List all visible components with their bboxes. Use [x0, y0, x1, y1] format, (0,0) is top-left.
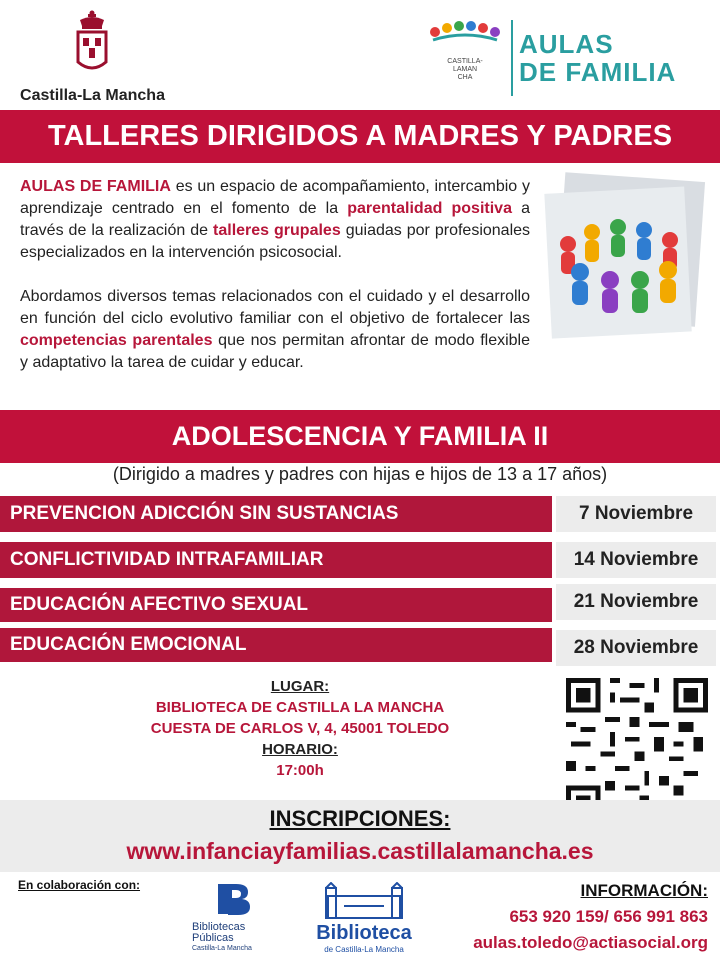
title-band: [0, 110, 720, 163]
cclm-small-text: CASTILLA- LAMAN CHA: [447, 58, 483, 81]
session-date: 7 Noviembre: [556, 496, 716, 532]
aulas-familia-title: AULAS DE FAMILIA: [519, 29, 677, 87]
session-date: 14 Noviembre: [556, 542, 716, 578]
bp-icon: [214, 882, 254, 918]
phones[interactable]: 653 920 159/ 656 991 863: [509, 907, 708, 926]
children-circle-icon: [425, 18, 505, 58]
session-topic: PREVENCION ADICCIÓN SIN SUSTANCIAS: [0, 496, 552, 532]
intro-paragraph-1: AULAS DE FAMILIA es un espacio de acompañamiento, intercambio y aprendizaje centrado en el fomento de la parentalidad positiva a través de la realización de talleres grupales guiadas por profesionales especializados en la intervención psicosocial.: [20, 178, 531, 261]
informacion-block: [430, 878, 708, 956]
session-topic: CONFLICTIVIDAD INTRAFAMILIAR: [0, 542, 552, 578]
page-title: TALLERES DIRIGIDOS A MADRES Y PADRES: [47, 120, 673, 152]
section-band: [0, 410, 720, 463]
session-topic: EDUCACIÓN EMOCIONAL: [0, 628, 552, 662]
aulas-familia-logo: [425, 18, 695, 98]
intro-paragraph-2: Abordamos diversos temas relacionados con el cuidado y el desarrollo en función del ciclo evolutivo familiar con el objetivo de fortalecer las competencias parentales que nos permitan afrontar de modo flexible y adaptativo la tarea de cuidar y educar.: [20, 288, 530, 371]
biblioteca-title: Biblioteca: [316, 922, 412, 944]
inscripciones-label: INSCRIPCIONES:: [269, 806, 451, 831]
biblioteca-sub: de Castilla-La Mancha: [324, 945, 404, 954]
qr-code[interactable]: [566, 678, 708, 820]
venue-place: BIBLIOTECA DE CASTILLA LA MANCHA: [155, 699, 445, 716]
intro-text: [20, 176, 530, 374]
session-topic: EDUCACIÓN AFECTIVO SEXUAL: [0, 588, 552, 622]
session-date: 28 Noviembre: [556, 630, 716, 666]
bibliotecas-publicas-logo: [188, 882, 288, 958]
horario-label: HORARIO:: [262, 741, 338, 758]
venue-address: CUESTA DE CARLOS V, 4, 45001 TOLEDO: [150, 720, 450, 737]
bp-text: Bibliotecas Públicas Castilla-La Mancha: [192, 921, 252, 952]
biblioteca-clm-logo: [300, 882, 428, 958]
inscripciones-url[interactable]: www.infanciayfamilias.castillalamancha.es: [126, 838, 594, 864]
alcazar-icon: [324, 882, 404, 920]
cclm-logo: [20, 10, 165, 102]
section-title: ADOLESCENCIA Y FAMILIA II: [171, 421, 549, 451]
section-subtitle: (Dirigido a madres y padres con hijas e hijos de 13 a 17 años): [112, 464, 608, 484]
lugar-label: LUGAR:: [270, 678, 330, 695]
session-date: 21 Noviembre: [556, 584, 716, 620]
colaboracion-label: En colaboración con:: [18, 878, 141, 892]
coat-of-arms-icon: [20, 10, 165, 80]
informacion-label: INFORMACIÓN:: [580, 881, 708, 900]
cclm-logo-text: Castilla-La Mancha: [20, 87, 165, 104]
email-link[interactable]: aulas.toledo@actiasocial.org: [473, 933, 708, 952]
venue-time: 17:00h: [276, 762, 324, 779]
logo-divider: [511, 20, 513, 96]
venue-info: [100, 676, 500, 781]
group-photo: [540, 172, 710, 342]
